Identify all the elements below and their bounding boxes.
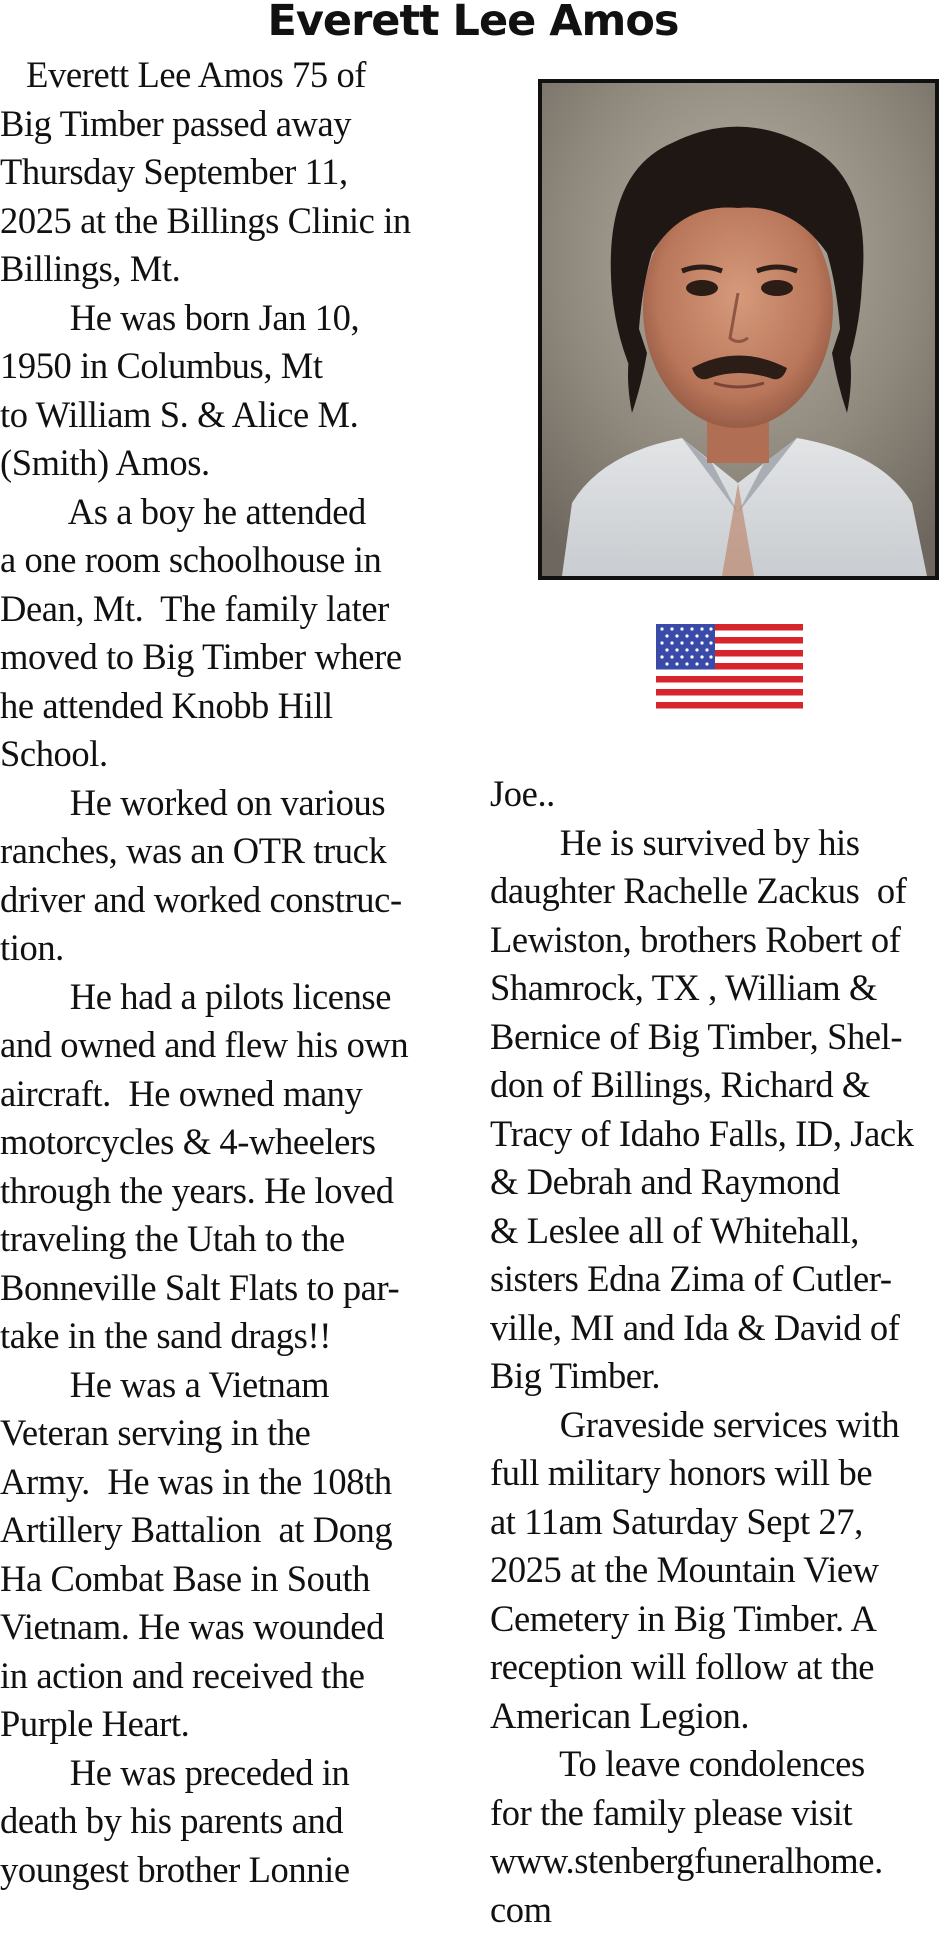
right-column-text (490, 770, 946, 1934)
text-line: Bonneville Salt Flats to par- (0, 1264, 460, 1313)
text-line: Billings, Mt. (0, 245, 460, 294)
text-line: Dean, Mt. The family later (0, 585, 460, 634)
text-line: moved to Big Timber where (0, 633, 460, 682)
text-line: youngest brother Lonnie (0, 1846, 460, 1895)
text-line: a one room schoolhouse in (0, 536, 460, 585)
text-line: Cemetery in Big Timber. A (490, 1595, 946, 1644)
text-line: driver and worked construc- (0, 876, 460, 925)
text-line: 1950 in Columbus, Mt (0, 342, 460, 391)
text-line: motorcycles & 4-wheelers (0, 1118, 460, 1167)
text-line: in action and received the (0, 1652, 460, 1701)
text-line: Lewiston, brothers Robert of (490, 916, 946, 965)
text-line: To leave condolences (490, 1740, 946, 1789)
text-line: He was preceded in (0, 1749, 460, 1798)
text-line: Veteran serving in the (0, 1409, 460, 1458)
text-line: He was born Jan 10, (0, 294, 460, 343)
text-line: Big Timber passed away (0, 100, 460, 149)
american-flag-icon (656, 624, 803, 709)
text-line: death by his parents and (0, 1797, 460, 1846)
left-column-text (0, 51, 460, 1894)
text-line: reception will follow at the (490, 1643, 946, 1692)
text-line: He had a pilots license (0, 973, 460, 1022)
text-line: 2025 at the Billings Clinic in (0, 197, 460, 246)
text-line: and owned and flew his own (0, 1021, 460, 1070)
text-line: traveling the Utah to the (0, 1215, 460, 1264)
text-line: Everett Lee Amos 75 of (0, 51, 460, 100)
text-line: Graveside services with (490, 1401, 946, 1450)
text-line: through the years. He loved (0, 1167, 460, 1216)
text-line: to William S. & Alice M. (0, 391, 460, 440)
text-line: at 11am Saturday Sept 27, (490, 1498, 946, 1547)
text-line: tion. (0, 924, 460, 973)
text-line: & Leslee all of Whitehall, (490, 1207, 946, 1256)
text-line: He worked on various (0, 779, 460, 828)
text-line: School. (0, 730, 460, 779)
text-line: ville, MI and Ida & David of (490, 1304, 946, 1353)
text-line: American Legion. (490, 1692, 946, 1741)
text-line: He is survived by his (490, 819, 946, 868)
obituary-title: Everett Lee Amos (0, 0, 946, 50)
text-line: (Smith) Amos. (0, 439, 460, 488)
text-line: He was a Vietnam (0, 1361, 460, 1410)
text-line: he attended Knobb Hill (0, 682, 460, 731)
text-line: 2025 at the Mountain View (490, 1546, 946, 1595)
text-line: & Debrah and Raymond (490, 1158, 946, 1207)
text-line: Artillery Battalion at Dong (0, 1506, 460, 1555)
text-line: sisters Edna Zima of Cutler- (490, 1255, 946, 1304)
text-line: Shamrock, TX , William & (490, 964, 946, 1013)
portrait-image (542, 83, 935, 576)
text-line: full military honors will be (490, 1449, 946, 1498)
text-line: Ha Combat Base in South (0, 1555, 460, 1604)
text-line: Vietnam. He was wounded (0, 1603, 460, 1652)
text-line: daughter Rachelle Zackus of (490, 867, 946, 916)
text-line: Purple Heart. (0, 1700, 460, 1749)
text-line: www.stenbergfuneralhome. (490, 1837, 946, 1886)
text-line: for the family please visit (490, 1789, 946, 1838)
text-line: Army. He was in the 108th (0, 1458, 460, 1507)
text-line: don of Billings, Richard & (490, 1061, 946, 1110)
text-line: take in the sand drags!! (0, 1312, 460, 1361)
portrait-photo (538, 79, 939, 580)
text-line: aircraft. He owned many (0, 1070, 460, 1119)
text-line: Big Timber. (490, 1352, 946, 1401)
text-line: Bernice of Big Timber, Shel- (490, 1013, 946, 1062)
text-line: com (490, 1886, 946, 1934)
text-line: ranches, was an OTR truck (0, 827, 460, 876)
text-line: Thursday September 11, (0, 148, 460, 197)
text-line: As a boy he attended (0, 488, 460, 537)
text-line: Tracy of Idaho Falls, ID, Jack (490, 1110, 946, 1159)
text-line: Joe.. (490, 770, 946, 819)
